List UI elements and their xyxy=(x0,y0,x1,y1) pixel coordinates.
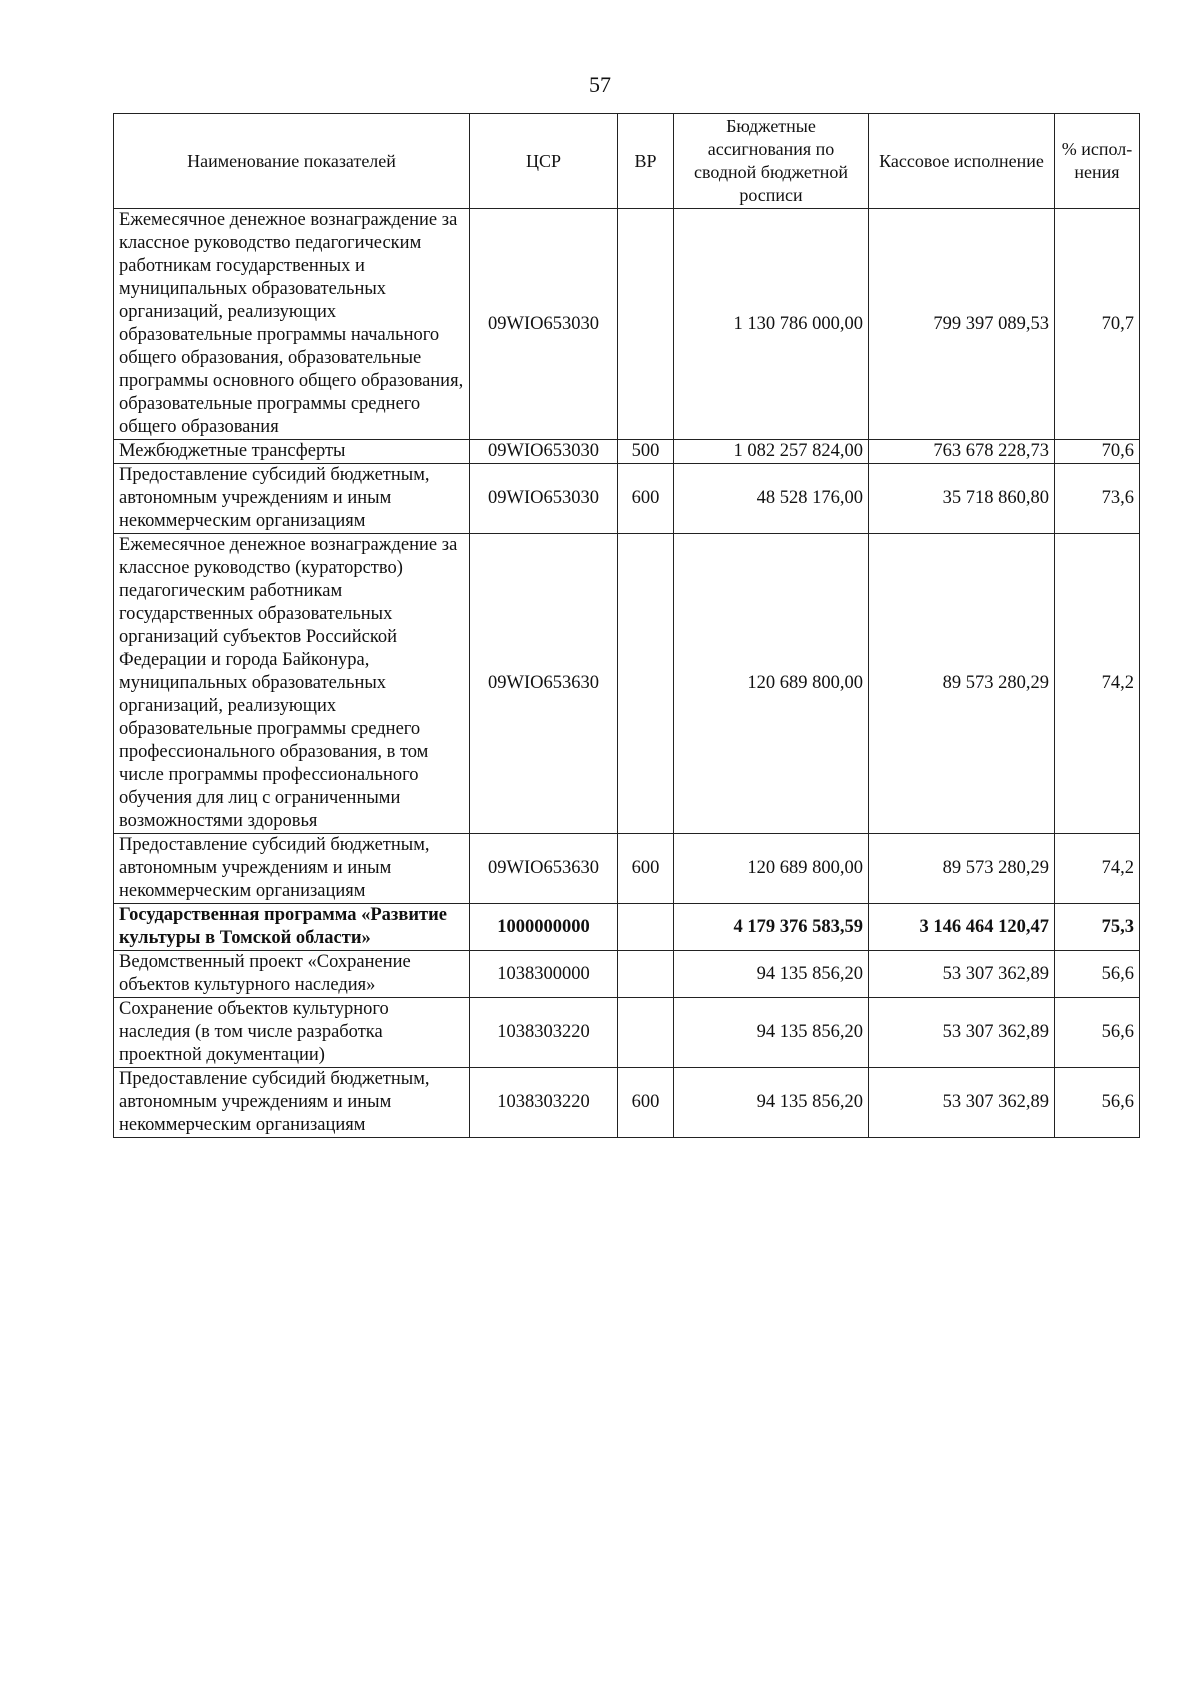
column-header-percent: % испол-нения xyxy=(1055,114,1140,209)
column-header-budget: Бюджетные ассигнования по сводной бюджетной росписи xyxy=(674,114,869,209)
row-cash-cell: 763 678 228,73 xyxy=(869,440,1055,464)
column-header-csr: ЦСР xyxy=(470,114,618,209)
row-budget-cell: 94 135 856,20 xyxy=(674,998,869,1068)
row-budget-cell: 48 528 176,00 xyxy=(674,464,869,534)
row-vr-cell: 500 xyxy=(618,440,674,464)
row-cash-cell: 799 397 089,53 xyxy=(869,209,1055,440)
budget-execution-table xyxy=(113,113,1140,1138)
row-csr-cell: 09WIО653630 xyxy=(470,834,618,904)
row-vr-cell xyxy=(618,209,674,440)
row-cash-cell: 53 307 362,89 xyxy=(869,998,1055,1068)
row-percent-cell: 74,2 xyxy=(1055,534,1140,834)
row-vr-cell xyxy=(618,998,674,1068)
row-vr-cell: 600 xyxy=(618,834,674,904)
row-percent-cell: 56,6 xyxy=(1055,951,1140,998)
row-name-cell: Ежемесячное денежное вознаграждение за классное руководство (кураторство) педагогическим работникам государственных образовательных организаций субъектов Российской Федерации и города Байконура, муниципальных образовательных организаций, реализующих образовательные программы среднего профессионального образования, в том числе программы профессионального обучения для лиц с ограниченными возможностями здоровья xyxy=(114,534,470,834)
row-cash-cell: 89 573 280,29 xyxy=(869,834,1055,904)
row-percent-cell: 70,6 xyxy=(1055,440,1140,464)
column-header-vr: ВР xyxy=(618,114,674,209)
row-percent-cell: 74,2 xyxy=(1055,834,1140,904)
table-row xyxy=(114,904,1140,951)
row-vr-cell: 600 xyxy=(618,1068,674,1138)
row-budget-cell: 120 689 800,00 xyxy=(674,834,869,904)
row-csr-cell: 09WIО653030 xyxy=(470,464,618,534)
row-name-cell: Предоставление субсидий бюджетным, автономным учреждениям и иным некоммерческим организациям xyxy=(114,834,470,904)
row-vr-cell xyxy=(618,534,674,834)
row-percent-cell: 75,3 xyxy=(1055,904,1140,951)
table-body xyxy=(114,209,1140,1138)
table-row xyxy=(114,1068,1140,1138)
row-vr-cell xyxy=(618,951,674,998)
row-name-cell: Сохранение объектов культурного наследия (в том числе разработка проектной документации) xyxy=(114,998,470,1068)
table-row xyxy=(114,951,1140,998)
row-budget-cell: 120 689 800,00 xyxy=(674,534,869,834)
table-row xyxy=(114,464,1140,534)
row-percent-cell: 56,6 xyxy=(1055,1068,1140,1138)
table-row xyxy=(114,998,1140,1068)
row-cash-cell: 53 307 362,89 xyxy=(869,951,1055,998)
row-csr-cell: 09WIО653030 xyxy=(470,209,618,440)
row-vr-cell: 600 xyxy=(618,464,674,534)
row-name-cell: Предоставление субсидий бюджетным, автономным учреждениям и иным некоммерческим организациям xyxy=(114,464,470,534)
row-budget-cell: 94 135 856,20 xyxy=(674,951,869,998)
row-budget-cell: 94 135 856,20 xyxy=(674,1068,869,1138)
table-row xyxy=(114,209,1140,440)
row-percent-cell: 70,7 xyxy=(1055,209,1140,440)
column-header-name: Наименование показателей xyxy=(114,114,470,209)
row-csr-cell: 09WIО653630 xyxy=(470,534,618,834)
row-csr-cell: 1038300000 xyxy=(470,951,618,998)
row-budget-cell: 4 179 376 583,59 xyxy=(674,904,869,951)
column-header-cash: Кассовое исполнение xyxy=(869,114,1055,209)
row-cash-cell: 89 573 280,29 xyxy=(869,534,1055,834)
row-cash-cell: 53 307 362,89 xyxy=(869,1068,1055,1138)
row-csr-cell: 09WIО653030 xyxy=(470,440,618,464)
row-cash-cell: 3 146 464 120,47 xyxy=(869,904,1055,951)
table-row xyxy=(114,534,1140,834)
row-csr-cell: 1000000000 xyxy=(470,904,618,951)
row-vr-cell xyxy=(618,904,674,951)
row-name-cell: Межбюджетные трансферты xyxy=(114,440,470,464)
row-name-cell: Ежемесячное денежное вознаграждение за классное руководство педагогическим работникам государственных и муниципальных образовательных организаций, реализующих образовательные программы начального общего образования, образовательные программы основного общего образования, образовательные программы среднего общего образования xyxy=(114,209,470,440)
row-name-cell: Предоставление субсидий бюджетным, автономным учреждениям и иным некоммерческим организациям xyxy=(114,1068,470,1138)
row-csr-cell: 1038303220 xyxy=(470,1068,618,1138)
row-budget-cell: 1 130 786 000,00 xyxy=(674,209,869,440)
table-header-row xyxy=(114,114,1140,209)
row-percent-cell: 73,6 xyxy=(1055,464,1140,534)
row-csr-cell: 1038303220 xyxy=(470,998,618,1068)
row-name-cell: Государственная программа «Развитие культуры в Томской области» xyxy=(114,904,470,951)
table-row xyxy=(114,440,1140,464)
row-cash-cell: 35 718 860,80 xyxy=(869,464,1055,534)
page-number: 57 xyxy=(589,72,611,97)
row-name-cell: Ведомственный проект «Сохранение объектов культурного наследия» xyxy=(114,951,470,998)
row-percent-cell: 56,6 xyxy=(1055,998,1140,1068)
row-budget-cell: 1 082 257 824,00 xyxy=(674,440,869,464)
table-row xyxy=(114,834,1140,904)
